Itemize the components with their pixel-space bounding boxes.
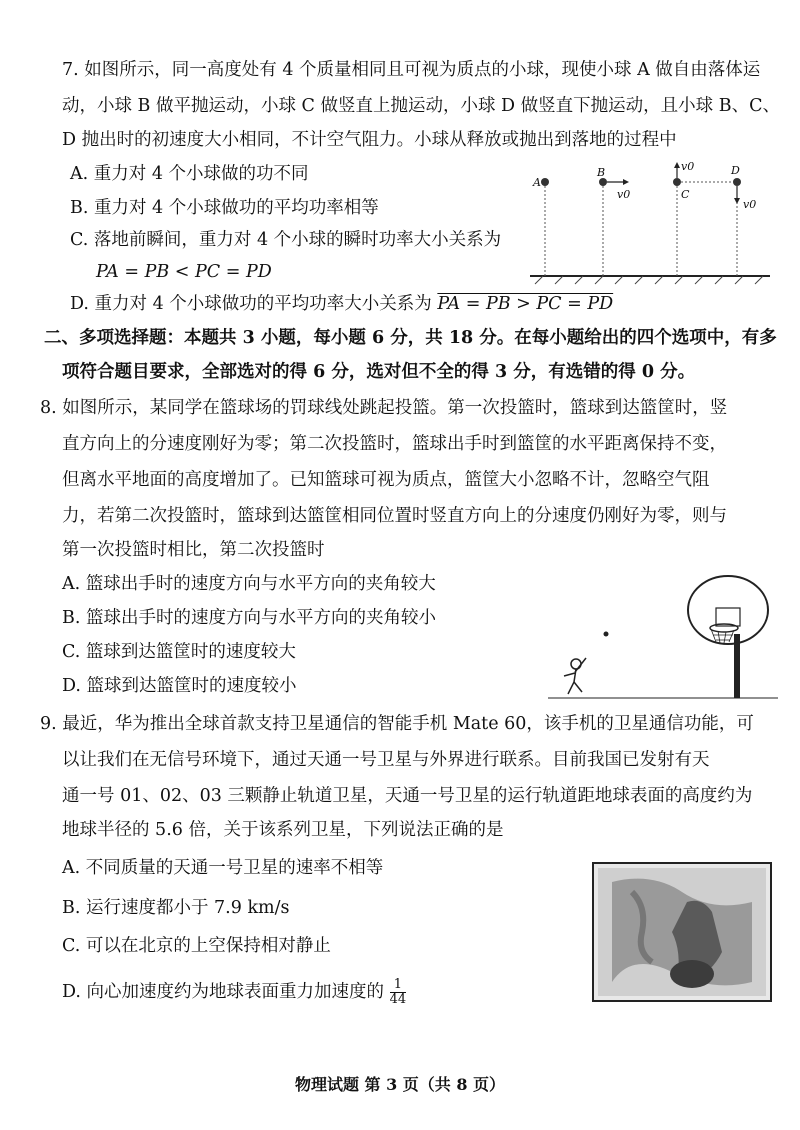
q8-stem-line-1: 8. 如图所示，某同学在篮球场的罚球线处跳起投篮。第一次投篮时，篮球到达篮筐时，竖 xyxy=(40,398,728,418)
q9-stem-line-4: 地球半径的 5.6 倍，关于该系列卫星，下列说法正确的是 xyxy=(62,820,504,840)
q7-option-c-formula: PA = PB < PC = PD xyxy=(96,262,272,282)
q9-option-d-text: D. 向心加速度约为地球表面重力加速度的 xyxy=(62,982,385,1002)
q9-option-b: B. 运行速度都小于 7.9 km/s xyxy=(62,898,290,918)
q7-option-c: C. 落地前瞬间，重力对 4 个小球的瞬时功率大小关系为 xyxy=(70,230,502,250)
q8-stem-line-2: 直方向上的分速度刚好为零；第二次投篮时，篮球出手时到篮筐的水平距离保持不变， xyxy=(62,434,727,454)
section2-header-line-1: 二、多项选择题：本题共 3 小题，每小题 6 分，共 18 分。在每小题给出的四个选项中，有多 xyxy=(44,328,777,348)
ball-d xyxy=(733,178,741,186)
q9-stem-line-2: 以让我们在无信号环境下，通过天通一号卫星与外界进行联系。目前我国已发射有天 xyxy=(62,750,710,770)
v0-c: v0 xyxy=(681,160,695,173)
fraction-numerator: 1 xyxy=(390,978,407,993)
ball-c xyxy=(673,178,681,186)
q7-option-b: B. 重力对 4 个小球做功的平均功率相等 xyxy=(70,198,379,218)
label-a: A xyxy=(533,176,541,189)
page-footer: 物理试题 第 3 页（共 8 页） xyxy=(294,1075,506,1094)
q8-basketball-diagram xyxy=(548,572,778,702)
q8-stem-line-5: 第一次投篮时相比，第二次投篮时 xyxy=(62,540,325,560)
q7-stem-line-2: 动，小球 B 做平抛运动，小球 C 做竖直上抛运动，小球 D 做竖直下抛运动，且小球 B、C、 xyxy=(62,96,780,116)
q9-stem-line-1: 9. 最近，华为推出全球首款支持卫星通信的智能手机 Mate 60，该手机的卫星通信功能，可 xyxy=(40,714,754,734)
label-d: D xyxy=(731,164,740,177)
q8-option-a: A. 篮球出手时的速度方向与水平方向的夹角较大 xyxy=(62,574,436,594)
q8-option-c: C. 篮球到达篮筐时的速度较大 xyxy=(62,642,296,662)
q8-stem-line-3: 但离水平地面的高度增加了。已知篮球可视为质点，篮筐大小忽略不计，忽略空气阻 xyxy=(62,470,710,490)
v0-b: v0 xyxy=(617,188,631,201)
v0-d: v0 xyxy=(743,198,757,211)
q7-option-d-text: D. 重力对 4 个小球做功的平均功率大小关系为 xyxy=(70,294,432,314)
q9-stem-line-3: 通一号 01、02、03 三颗静止轨道卫星，天通一号卫星的运行轨道距地球表面的高度约为 xyxy=(62,786,753,806)
q7-stem-line-3: D 抛出时的初速度大小相同，不计空气阻力。小球从释放或抛出到落地的过程中 xyxy=(62,130,677,150)
q8-option-d: D. 篮球到达篮筐时的速度较小 xyxy=(62,676,297,696)
q7-option-d-formula: PA = PB > PC = PD xyxy=(437,294,614,314)
q8-stem-line-4: 力，若第二次投篮时，篮球到达篮筐相同位置时竖直方向上的分速度仍刚好为零，则与 xyxy=(62,506,727,526)
q7-option-a: A. 重力对 4 个小球做的功不同 xyxy=(70,164,309,184)
ball-b xyxy=(599,178,607,186)
q9-option-c: C. 可以在北京的上空保持相对静止 xyxy=(62,936,331,956)
ball-a xyxy=(541,178,549,186)
q9-option-d-fraction xyxy=(390,978,407,1007)
fraction-denominator: 44 xyxy=(389,992,407,1007)
q9-phone-photo xyxy=(592,862,772,1002)
section2-header-line-2: 项符合题目要求，全部选对的得 6 分，选对但不全的得 3 分，有选错的得 0 分。 xyxy=(62,362,696,382)
label-c: C xyxy=(681,188,690,201)
q7-projectile-diagram xyxy=(525,160,775,290)
q7-option-d xyxy=(70,292,776,316)
q9-option-a: A. 不同质量的天通一号卫星的速率不相等 xyxy=(62,858,384,878)
label-b: B xyxy=(597,166,606,179)
q8-option-b: B. 篮球出手时的速度方向与水平方向的夹角较小 xyxy=(62,608,436,628)
q7-stem-line-1: 7. 如图所示，同一高度处有 4 个质量相同且可视为质点的小球，现使小球 A 做自由落体运 xyxy=(62,60,761,80)
